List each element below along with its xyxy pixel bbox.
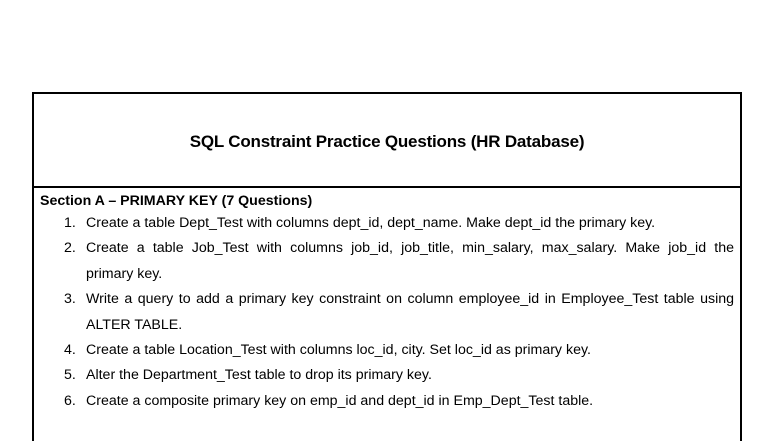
question-text: Alter the Department_Test table to drop its primary key. [86, 367, 432, 384]
question-number: 5. [64, 367, 76, 384]
question-number: 1. [64, 215, 76, 231]
question-text: Create a table Job_Test with columns job_id, job_title, min_salary, max_salary. Make job_id the primary key. [86, 240, 734, 282]
question-number: 6. [64, 392, 76, 409]
title-cell [34, 94, 740, 188]
question-number: 2. [64, 240, 76, 257]
list-item [40, 236, 734, 287]
section-a-cell [34, 188, 740, 414]
question-text: Create a table Dept_Test with columns dept_id, dept_name. Make dept_id the primary key. [86, 215, 656, 231]
list-item [40, 338, 734, 363]
list-item [40, 389, 734, 414]
list-item [40, 211, 734, 236]
section-heading: Section A – PRIMARY KEY (7 Questions) [40, 193, 313, 209]
question-list [40, 211, 734, 414]
question-text: Create a composite primary key on emp_id and dept_id in Emp_Dept_Test table. [86, 392, 594, 409]
list-item [40, 363, 734, 388]
question-text: Create a table Location_Test with columns loc_id, city. Set loc_id as primary key. [86, 342, 591, 359]
question-number: 4. [64, 342, 76, 359]
question-text: Write a query to add a primary key constraint on column employee_id in Employee_Test table using ALTER TABLE. [86, 291, 734, 333]
list-item [40, 287, 734, 338]
question-number: 3. [64, 291, 76, 308]
question-table [32, 92, 742, 441]
document-title: SQL Constraint Practice Questions (HR Database) [189, 131, 585, 151]
